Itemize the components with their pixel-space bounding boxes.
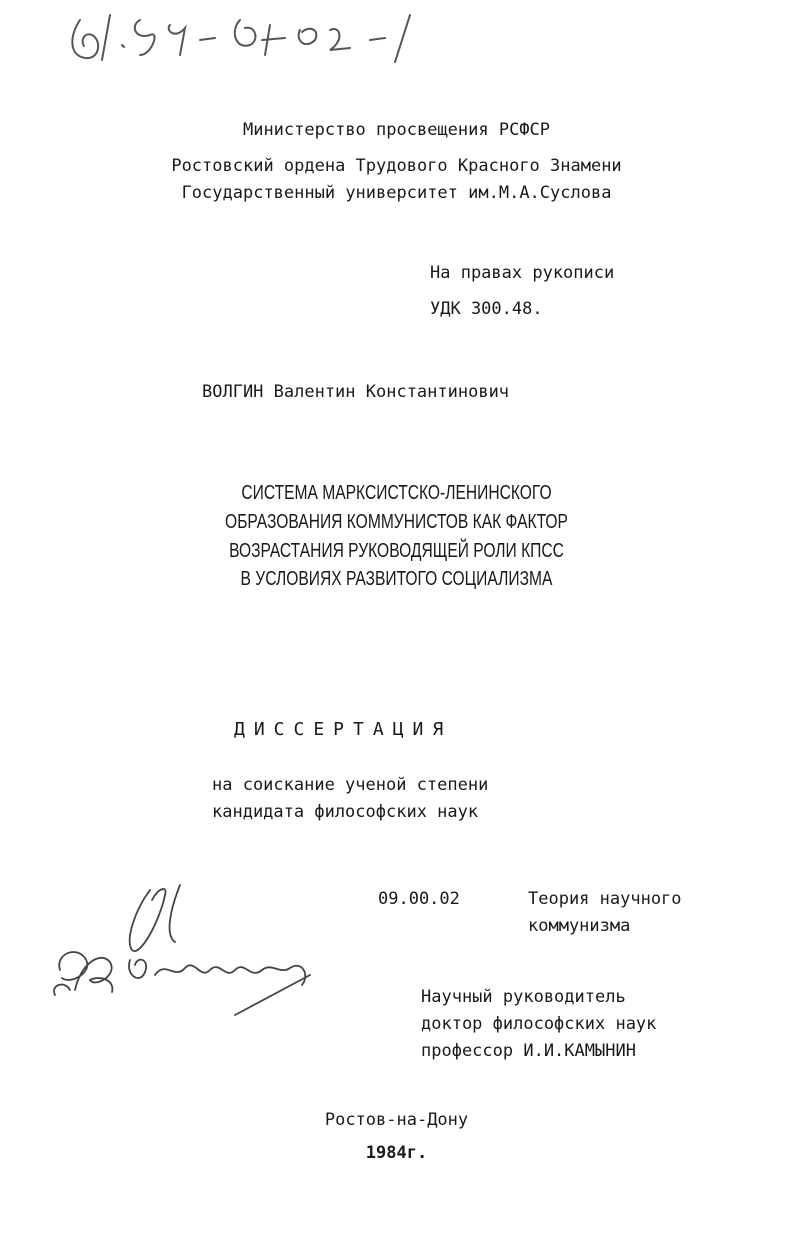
ministry-line: Министерство просвещения РСФСР: [242, 120, 551, 140]
supervisor-line-2: доктор философских наук: [421, 1014, 657, 1034]
specialty-name-1: Теория научного: [528, 889, 682, 909]
title-line-4: В УСЛОВИЯХ РАЗВИТОГО СОЦИАЛИЗМА: [240, 568, 553, 590]
author-signature: [40, 880, 320, 1020]
supervisor-line-3: профессор И.И.КАМЫНИН: [421, 1041, 636, 1061]
university-line-2: Государственный университет им.М.А.Суслова: [181, 183, 612, 203]
author-name: ВОЛГИН Валентин Константинович: [202, 382, 510, 402]
handwritten-archive-number: [40, 0, 440, 90]
university-line-1: Ростовский ордена Трудового Красного Знамени: [171, 156, 622, 176]
specialty-code: 09.00.02: [378, 889, 460, 909]
document-type: ДИССЕРТАЦИЯ: [234, 719, 453, 740]
degree-line-2: кандидата философских наук: [212, 802, 479, 822]
title-line-3: ВОЗРАСТАНИЯ РУКОВОДЯЩЕЙ РОЛИ КПСС: [229, 540, 564, 562]
manuscript-rights: На правах рукописи: [430, 263, 615, 283]
supervisor-line-1: Научный руководитель: [421, 987, 626, 1007]
udc-code: УДК 300.48.: [430, 299, 543, 319]
title-line-1: СИСТЕМА МАРКСИСТСКО-ЛЕНИНСКОГО: [241, 482, 552, 504]
degree-line-1: на соискание ученой степени: [212, 775, 489, 795]
year: 1984г.: [365, 1143, 428, 1163]
specialty-name-2: коммунизма: [528, 916, 631, 936]
title-line-2: ОБРАЗОВАНИЯ КОММУНИСТОВ КАК ФАКТОР: [225, 511, 568, 533]
city: Ростов-на-Дону: [324, 1110, 469, 1130]
